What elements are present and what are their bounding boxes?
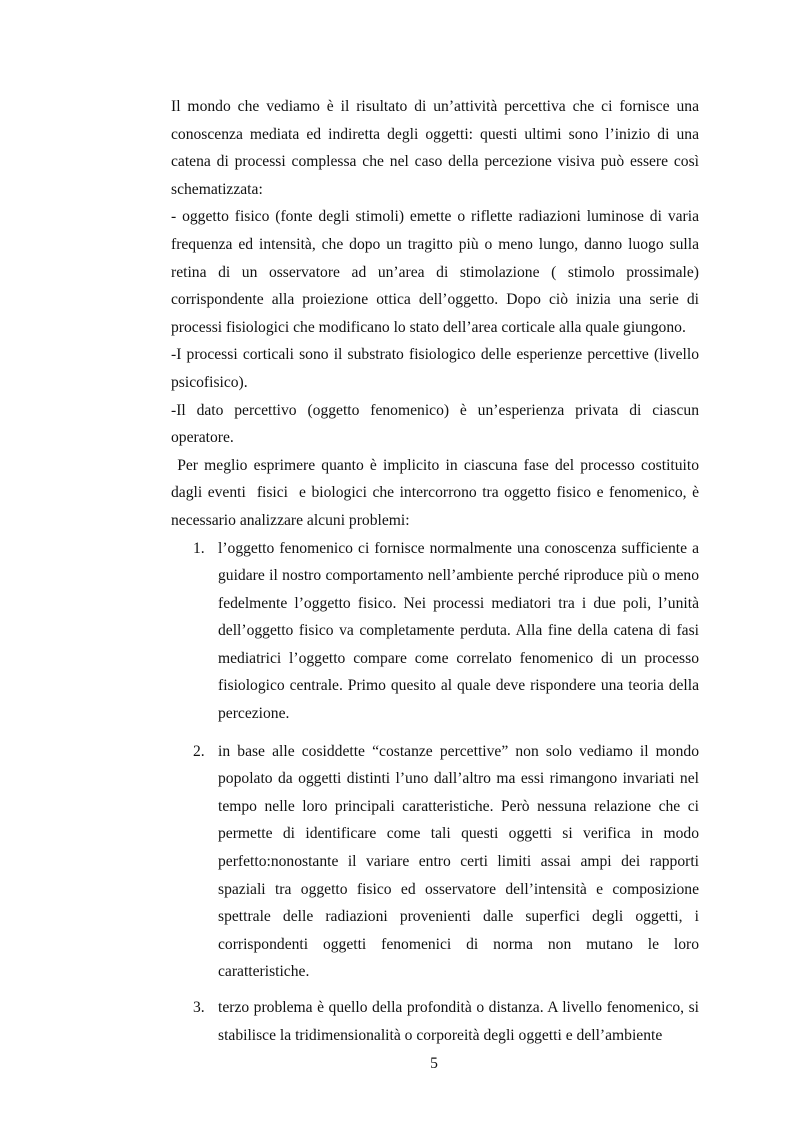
body-text	[171, 93, 703, 1049]
paragraph-intro: Il mondo che vediamo è il risultato di un’attività percettiva che ci fornisce una conoscenza mediata ed indiretta degli oggetti: questi ultimi sono l’inizio di una catena di processi complessa che nel caso della percezione visiva può essere così schematizzata:	[171, 98, 699, 198]
paragraph-physical-object: - oggetto fisico (fonte degli stimoli) emette o riflette radiazioni luminose di varia frequenza ed intensità, che dopo un tragitto più o meno lungo, danno luogo sulla retina di un osservatore ad un’area di stimolazione ( stimolo prossimale) corrispondente alla proiezione ottica dell’oggetto. Dopo ciò inizia una serie di processi fisiologici che modificano lo stato dell’area corticale alla quale giungono.	[171, 208, 699, 336]
list-item	[171, 738, 699, 986]
list-item-number: 2.	[193, 742, 205, 760]
list-item-text: terzo problema è quello della profondità o distanza. A livello fenomenico, si stabilisce la tridimensionalità o corporeità degli oggetti e dell’ambiente	[218, 999, 699, 1044]
list-item-text: in base alle cosiddette “costanze percettive” non solo vediamo il mondo popolato da oggetti distinti l’uno dall’altro ma essi rimangono invariati nel tempo nelle loro principali caratteristiche. Però nessuna relazione che ci permette di identificare come tali questi oggetti si verifica in modo perfetto:nonostante il variare entro certi limiti assai ampi dei rapporti spaziali tra oggetto fisico ed osservatore dell’intensità e composizione spettrale delle radiazioni provenienti dalle superfici degli oggetti, i corrispondenti oggetti fenomenici di norma non mutano le loro caratteristiche.	[218, 742, 699, 981]
list-item	[171, 994, 699, 1049]
list-item-number: 1.	[193, 539, 205, 557]
page-number: 5	[430, 1055, 438, 1072]
list-item	[171, 535, 699, 728]
paragraph-perceptual-datum: -Il dato percettivo (oggetto fenomenico) è un’esperienza privata di ciascun operatore.	[171, 401, 699, 447]
problems-list	[171, 535, 699, 1050]
paragraph-problems-intro: Per meglio esprimere quanto è implicito in ciascuna fase del processo costituito dagli eventi fisici e biologici che intercorrono tra oggetto fisico e fenomenico, è necessario analizzare alcuni problemi:	[171, 456, 703, 529]
list-item-text: l’oggetto fenomenico ci fornisce normalmente una conoscenza sufficiente a guidare il nostro comportamento nell’ambiente perché riproduce più o meno fedelmente l’oggetto fisico. Nei processi mediatori tra i due poli, l’unità dell’oggetto fisico va completamente perduta. Alla fine della catena di fasi mediatrici l’oggetto compare come correlato fenomenico di un processo fisiologico centrale. Primo quesito al quale deve rispondere una teoria della percezione.	[218, 539, 699, 723]
paragraph-cortical-processes: -I processi corticali sono il substrato fisiologico delle esperienze percettive (livello psicofisico).	[171, 346, 699, 391]
list-item-number: 3.	[193, 999, 205, 1016]
